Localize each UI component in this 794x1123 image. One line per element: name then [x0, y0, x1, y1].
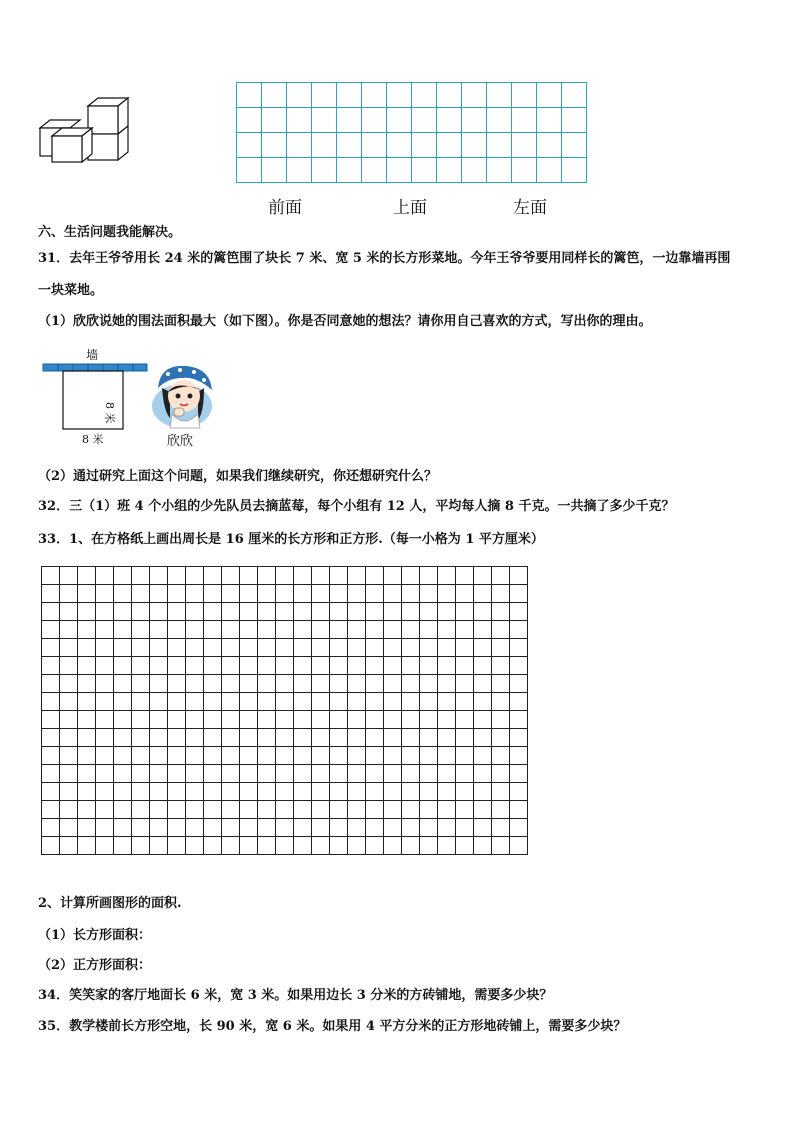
- wall-garden-figure: [40, 360, 150, 432]
- view-label-top: 上面: [393, 198, 427, 218]
- q35-text: 35．教学楼前长方形空地，长 90 米，宽 6 米。如果用 4 平方分米的正方形地砖铺上，需要多少块？: [38, 1019, 627, 1034]
- q31-line2: 一块菜地。: [38, 283, 104, 298]
- q31-part1: （1）欣欣说她的围法面积最大（如下图）。你是否同意她的想法？请你用自己喜欢的方式，写出你的理由。: [38, 314, 652, 329]
- q33-rect-area: （1）长方形面积：: [38, 928, 152, 943]
- q31-part2: （2）通过研究上面这个问题，如果我们继续研究，你还想研究什么？: [38, 469, 438, 484]
- q32-text: 32．三（1）班 4 个小组的少先队员去摘蓝莓，每个小组有 12 人，平均每人摘 8 千克。一共摘了多少千克？: [38, 499, 675, 514]
- side-length-label: 8 米: [103, 402, 116, 424]
- cube-stack-figure: [36, 96, 136, 164]
- section-six-title: 六、生活问题我能解决。: [38, 225, 182, 240]
- graph-paper-grid[interactable]: [41, 566, 528, 855]
- q33-square-area: （2）正方形面积：: [38, 958, 152, 973]
- girl-name-label: 欣欣: [167, 434, 194, 449]
- q33-part2: 2、计算所画图形的面积.: [38, 896, 182, 911]
- view-drawing-grid[interactable]: [236, 82, 587, 183]
- q34-text: 34．笑笑家的客厅地面长 6 米，宽 3 米。如果用边长 3 分米的方砖铺地，需要多少块？: [38, 988, 553, 1003]
- view-label-left: 左面: [513, 198, 547, 218]
- q31-line1: 31．去年王爷爷用长 24 米的篱笆围了块长 7 米、宽 5 米的长方形菜地。今年王爷爷要用同样长的篱笆，一边靠墙再围: [38, 251, 731, 266]
- q33-text: 33．1、在方格纸上画出周长是 16 厘米的长方形和正方形.（每一小格为 1 平方厘米）: [38, 532, 544, 547]
- wall-label: 墙: [86, 348, 99, 362]
- view-label-front: 前面: [268, 198, 302, 218]
- bottom-length-label: 8 米: [82, 433, 104, 446]
- girl-xinxin-icon: [148, 362, 220, 430]
